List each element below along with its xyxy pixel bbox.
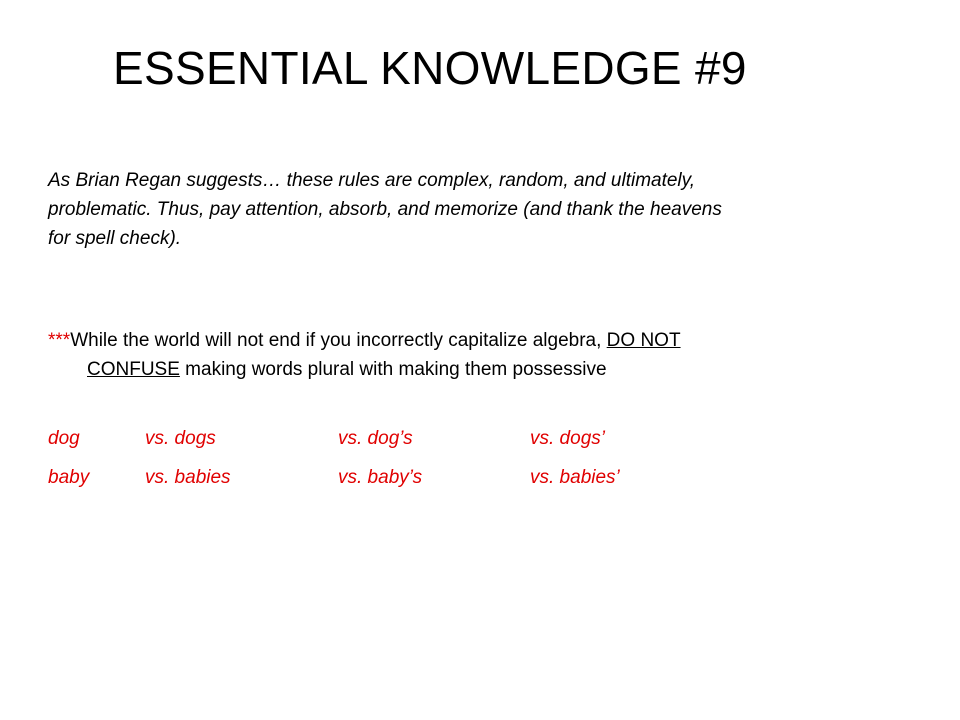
- warning-note: [48, 326, 848, 384]
- note-text-1: While the world will not end if you incorrectly capitalize algebra,: [70, 330, 607, 351]
- slide-title: ESSENTIAL KNOWLEDGE #9: [113, 42, 747, 94]
- example-row: [48, 424, 748, 463]
- example-row: [48, 463, 748, 502]
- example-cell: vs. baby’s: [338, 467, 423, 488]
- example-cell: vs. babies: [145, 467, 231, 488]
- intro-paragraph: [48, 166, 848, 253]
- intro-line: problematic. Thus, pay attention, absorb, and memorize (and thank the heavens: [48, 199, 722, 220]
- example-cell: vs. dogs’: [530, 428, 605, 449]
- note-line-2: [48, 355, 848, 384]
- example-cell: dog: [48, 428, 80, 449]
- example-cell: vs. dogs: [145, 428, 216, 449]
- note-text-2: making words plural with making them possessive: [179, 359, 607, 380]
- example-cell: vs. dog’s: [338, 428, 413, 449]
- example-cell: vs. babies’: [530, 467, 620, 488]
- example-cell: baby: [48, 467, 90, 488]
- note-stars: ***: [48, 330, 71, 351]
- note-line-1: [48, 326, 848, 355]
- note-emphasis-1: DO NOT: [606, 330, 681, 351]
- examples-table: [48, 424, 748, 502]
- intro-line: As Brian Regan suggests… these rules are complex, random, and ultimately,: [48, 170, 696, 191]
- intro-line: for spell check).: [48, 228, 182, 249]
- note-emphasis-2: CONFUSE: [87, 359, 180, 380]
